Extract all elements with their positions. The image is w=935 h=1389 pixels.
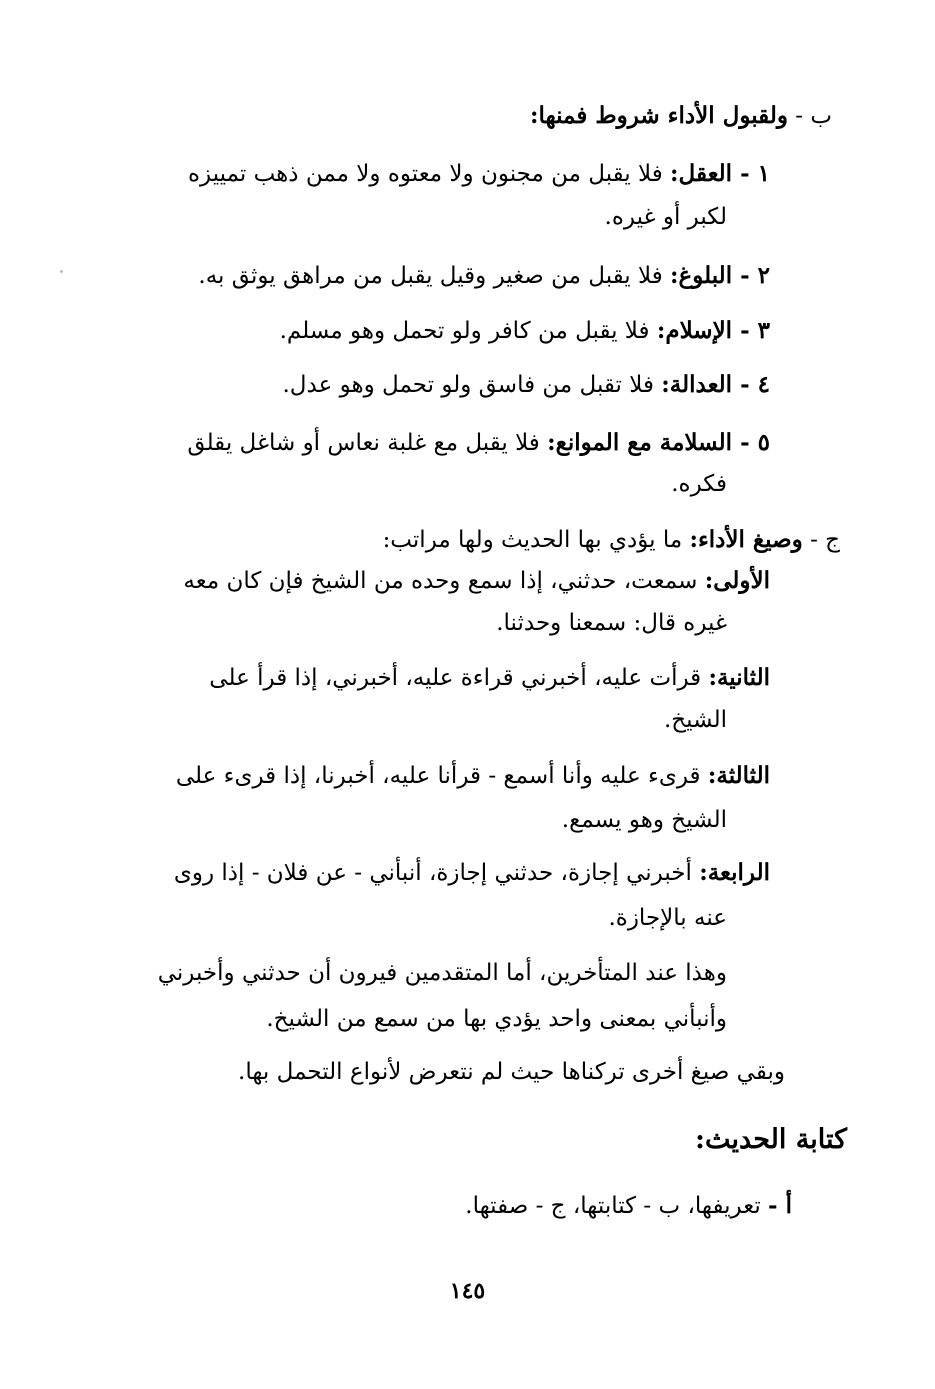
level-term: الرابعة:: [699, 859, 770, 886]
condition-text: لكبر أو غيره.: [604, 204, 727, 230]
section-j-term: وصيغ الأداء:: [689, 526, 803, 553]
writing-heading: كتابة الحديث:: [695, 1124, 847, 1155]
condition-text: فلا يقبل من صغير وقيل يقبل من مراهق يوثق به.: [198, 263, 663, 289]
level-text: عنه بالإجازة.: [608, 905, 727, 931]
level-text: قرأت عليه، أخبرني قراءة عليه، أخبرني، إذا قرأ على: [209, 665, 702, 691]
condition-term: ٢ - البلوغ:: [670, 262, 770, 289]
level-4-cont: [608, 902, 727, 934]
condition-item-2: [198, 260, 770, 292]
condition-text: فلا تقبل من فاسق ولو تحمل وهو عدل.: [282, 372, 654, 398]
condition-term: ١ - العقل:: [670, 160, 770, 187]
level-2: [209, 662, 770, 694]
condition-term: ٥ - السلامة مع الموانع:: [547, 429, 770, 456]
condition-term: ٣ - الإسلام:: [656, 317, 770, 344]
note-text: وهذا عند المتأخرين، أما المتقدمين فيرون أن حدثني وأخبرني: [157, 960, 727, 986]
level-term: الثالثة:: [707, 762, 770, 789]
condition-item-1: [188, 158, 770, 190]
page-number: ١٤٥: [449, 1278, 486, 1304]
writing-marker: أ -: [768, 1192, 792, 1219]
section-b-marker: ب -: [795, 103, 832, 129]
section-b-heading: [530, 100, 832, 132]
condition-item-5: [187, 427, 770, 459]
level-4: [174, 857, 770, 889]
level-text: سمعت، حدثني، إذا سمع وحده من الشيخ فإن كان معه: [183, 568, 698, 594]
level-text: غيره قال: سمعنا وحدثنا.: [496, 610, 727, 636]
section-j-heading: [383, 524, 840, 556]
scan-speck: [60, 270, 63, 273]
condition-text: فلا يقبل من مجنون ولا معتوه ولا ممن ذهب تمييزه: [187, 161, 663, 187]
condition-item-1-cont: [605, 201, 727, 233]
level-term: الأولى:: [704, 567, 770, 594]
section-j-marker: ج -: [810, 527, 840, 553]
note-text: وبقي صيغ أخرى تركناها حيث لم نتعرض لأنواع التحمل بها.: [238, 1059, 785, 1085]
section-j-intro: ما يؤدي بها الحديث ولها مراتب:: [382, 527, 683, 553]
level-1: [183, 565, 770, 597]
level-3: [176, 760, 770, 792]
writing-text: تعريفها، ب - كتابتها، ج - صفتها.: [465, 1193, 761, 1219]
note-1-cont: [266, 1003, 727, 1035]
note-1: [158, 957, 727, 989]
level-text: الشيخ وهو يسمع.: [561, 807, 727, 833]
note-2: [238, 1056, 785, 1088]
level-text: أخبرني إجازة، حدثني إجازة، أنبأني - عن فلان - إذا روى: [173, 860, 692, 886]
level-3-cont: [562, 804, 727, 836]
condition-item-4: [282, 369, 770, 401]
condition-text: فكره.: [671, 471, 727, 497]
level-text: الشيخ.: [663, 707, 727, 733]
writing-item: [465, 1190, 792, 1222]
note-text: وأنبأني بمعنى واحد يؤدي بها من سمع من الشيخ.: [266, 1006, 727, 1032]
section-b-intro: ولقبول الأداء شروط فمنها:: [530, 102, 788, 129]
level-term: الثانية:: [708, 664, 770, 691]
condition-term: ٤ - العدالة:: [661, 371, 770, 398]
level-text: قرىء عليه وأنا أسمع - قرأنا عليه، أخبرنا، إذا قرىء على: [175, 763, 701, 789]
condition-item-5-cont: [671, 468, 727, 500]
level-1-cont: [496, 607, 727, 639]
condition-text: فلا يقبل مع غلبة نعاس أو شاغل يقلق: [187, 430, 540, 456]
condition-item-3: [280, 315, 770, 347]
level-2-cont: [664, 704, 727, 736]
condition-text: فلا يقبل من كافر ولو تحمل وهو مسلم.: [279, 318, 650, 344]
